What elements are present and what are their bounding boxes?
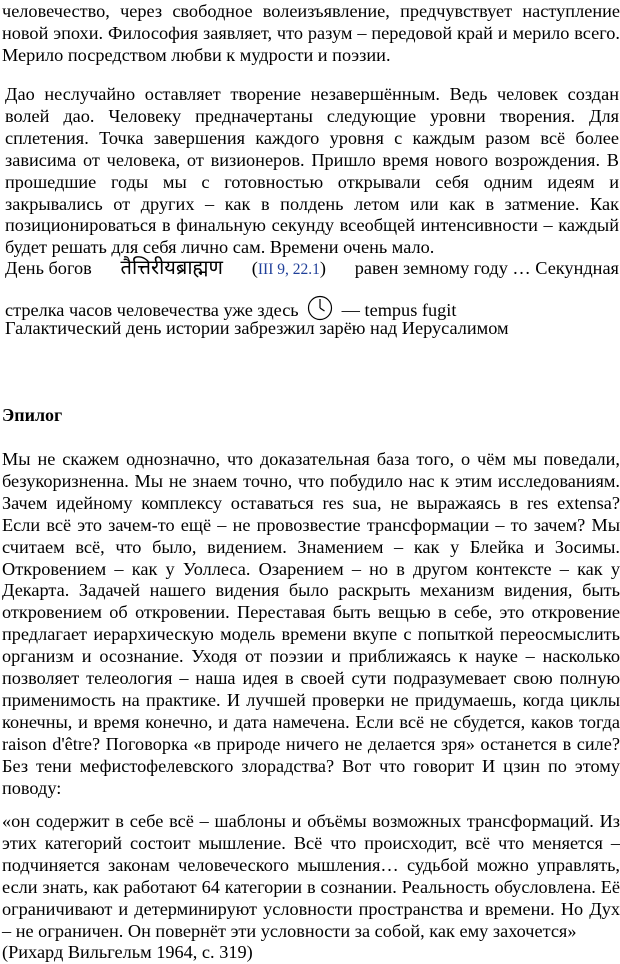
epilogue-heading: Эпилог <box>2 405 63 425</box>
quote-source: (Рихард Вильгельм 1964, с. 319) <box>2 942 253 963</box>
clock-arrow-text: стрелка часов человечества уже здесь <box>5 300 299 320</box>
reference-group <box>252 258 326 281</box>
quote-text: «он содержит в себе всё – шаблоны и объёмы возможных трансформаций. Из этих категорий состоит мышление. Всё что происходит, всё что меняется – подчиняется законам человеческого мышления… судьбой можно управлять, если знать, как работают 64 категории в сознании. Реальность обусловлена. Её ограничивают и детерминируют условности пространства и времени. Но Дух – не ограничен. Он повернёт эти условности за собой, как ему захочется» <box>2 811 620 941</box>
galactic-day-line: Галактический день истории забрезжил зарёю над Иерусалимом <box>5 318 509 338</box>
gods-day-line <box>5 257 619 281</box>
tempus-fugit-text: — tempus fugit <box>341 300 457 320</box>
epilogue-paragraph: Мы не скажем однозначно, что доказательная база того, о чём мы поведали, безукоризненна. Мы не знаем точно, что побудило нас к этим исследованиям. Зачем идейному комплексу оставаться res sua, не выражаясь в res extensa? Если всё это зачем-то ещё – не провозвестие трансформации – то зачем? Мы считаем всё, что было, видением. Знамением – как у Блейка и Зосимы. Откровением – как у Уоллеса. Озарением – но в другом контексте – как у Декарта. Задачей нашего видения было раскрыть механизм видения, быть откровением об откровении. Переставая быть вещью в себе, это откровение предлагает иерархическую модель времени вкупе с попыткой переосмыслить организм и осознание. Уходя от поэзии и приближаясь к науке – насколько позволяет телеология – наша идея в своей сути подразумевает свою полную применимость на практике. И лучшей проверки не придумаешь, когда циклы конечны, и время конечно, и дата намечена. Если всё не сбудется, каков тогда raison d'être? Поговорка «в природе ничего не делается зря» останется в силе? Без тени мефистофелевского злорадства? Вот что говорит И цзин по этому поводу: <box>2 449 620 798</box>
dao-paragraph: Дао неслучайно оставляет творение незавершённым. Ведь человек создан волей дао. Человеку предначертаны следующие уровни творения. Для сплетения. Точка завершения каждого уровня с каждым разом всё более зависима от человека, от визионеров. Пришло время нового возрождения. В прошедшие годы мы с готовностью открывали себя одним идеям и закрывались от других – как в полдень летом или как в затмение. Как позиционироваться в финальную секунду всеобщей интенсивности – каждый будет решать для себя лично сам. Времени очень мало. <box>5 84 619 258</box>
intro-paragraph: человечество, через свободное волеизъявление, предчувствует наступление новой эпохи. Философия заявляет, что разум – передовой край и мерило всего. Мерило посредством любви к мудрости и поэзии. <box>2 1 620 65</box>
gods-day-suffix: равен земному году … Секундная <box>354 258 619 278</box>
text-reference-link[interactable]: III 9, 22.1 <box>257 261 320 278</box>
sanskrit-title: तैत्तिरीयब्राह्मण <box>120 255 223 279</box>
gods-day-prefix: День богов <box>5 258 92 278</box>
quote-paragraph <box>2 811 620 964</box>
reference-open-paren: ( <box>251 258 258 278</box>
reference-close-paren: ) <box>319 258 326 278</box>
